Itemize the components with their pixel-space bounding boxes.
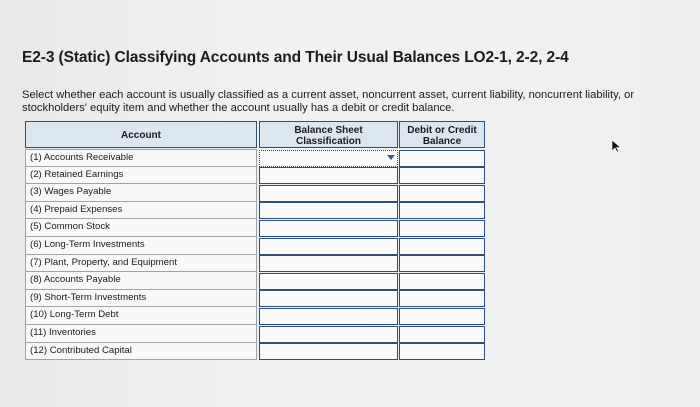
instructions-text: Select whether each account is usually classified as a current asset, noncurrent asset, current liability, noncurrent liability, or stockholders' equity item and whether the account usually has a debit or credit balance.: [22, 89, 635, 114]
classification-select[interactable]: [259, 308, 398, 325]
balance-select[interactable]: [399, 150, 485, 167]
account-label: (3) Wages Payable: [25, 184, 257, 202]
header-account: Account: [25, 121, 257, 148]
account-label: (4) Prepaid Expenses: [25, 202, 257, 220]
balance-select[interactable]: [399, 308, 485, 325]
mouse-pointer-icon: [611, 139, 621, 153]
account-label: (1) Accounts Receivable: [25, 149, 257, 167]
page-title: E2-3 (Static) Classifying Accounts and Their Usual Balances LO2-1, 2-2, 2-4: [22, 49, 569, 66]
account-label: (12) Contributed Capital: [25, 343, 257, 361]
classification-select[interactable]: [259, 273, 398, 290]
header-balance-line2: Balance: [422, 136, 462, 147]
classification-select[interactable]: [259, 167, 398, 184]
balance-select[interactable]: [399, 343, 485, 360]
balance-select[interactable]: [399, 273, 485, 290]
balance-select[interactable]: [399, 185, 485, 202]
header-classification: [259, 121, 398, 148]
header-classification-line1: Balance Sheet: [294, 125, 363, 136]
account-label: (11) Inventories: [25, 325, 257, 343]
balance-select[interactable]: [399, 167, 485, 184]
balance-select[interactable]: [399, 238, 485, 255]
header-balance-line1: Debit or Credit: [407, 125, 477, 136]
classification-select[interactable]: [259, 220, 398, 237]
account-label: (2) Retained Earnings: [25, 167, 257, 185]
classification-select[interactable]: [259, 150, 398, 167]
balance-select[interactable]: [399, 255, 485, 272]
header-classification-line2: Classification: [295, 136, 362, 147]
classification-select[interactable]: [259, 202, 398, 219]
account-label: (9) Short-Term Investments: [25, 290, 257, 308]
account-label: (10) Long-Term Debt: [25, 307, 257, 325]
classification-select[interactable]: [259, 326, 398, 343]
account-label: (6) Long-Term Investments: [25, 237, 257, 255]
balance-select[interactable]: [399, 290, 485, 307]
account-label: (7) Plant, Property, and Equipment: [25, 255, 257, 273]
balance-select[interactable]: [399, 202, 485, 219]
classification-select[interactable]: [259, 343, 398, 360]
classification-select[interactable]: [259, 290, 398, 307]
classification-select[interactable]: [259, 185, 398, 202]
chevron-down-icon[interactable]: [387, 155, 395, 160]
balance-select[interactable]: [399, 220, 485, 237]
account-label: (8) Accounts Payable: [25, 272, 257, 290]
balance-select[interactable]: [399, 326, 485, 343]
classification-select[interactable]: [259, 255, 398, 272]
account-label: (5) Common Stock: [25, 219, 257, 237]
header-balance: [399, 121, 485, 148]
classification-select[interactable]: [259, 238, 398, 255]
